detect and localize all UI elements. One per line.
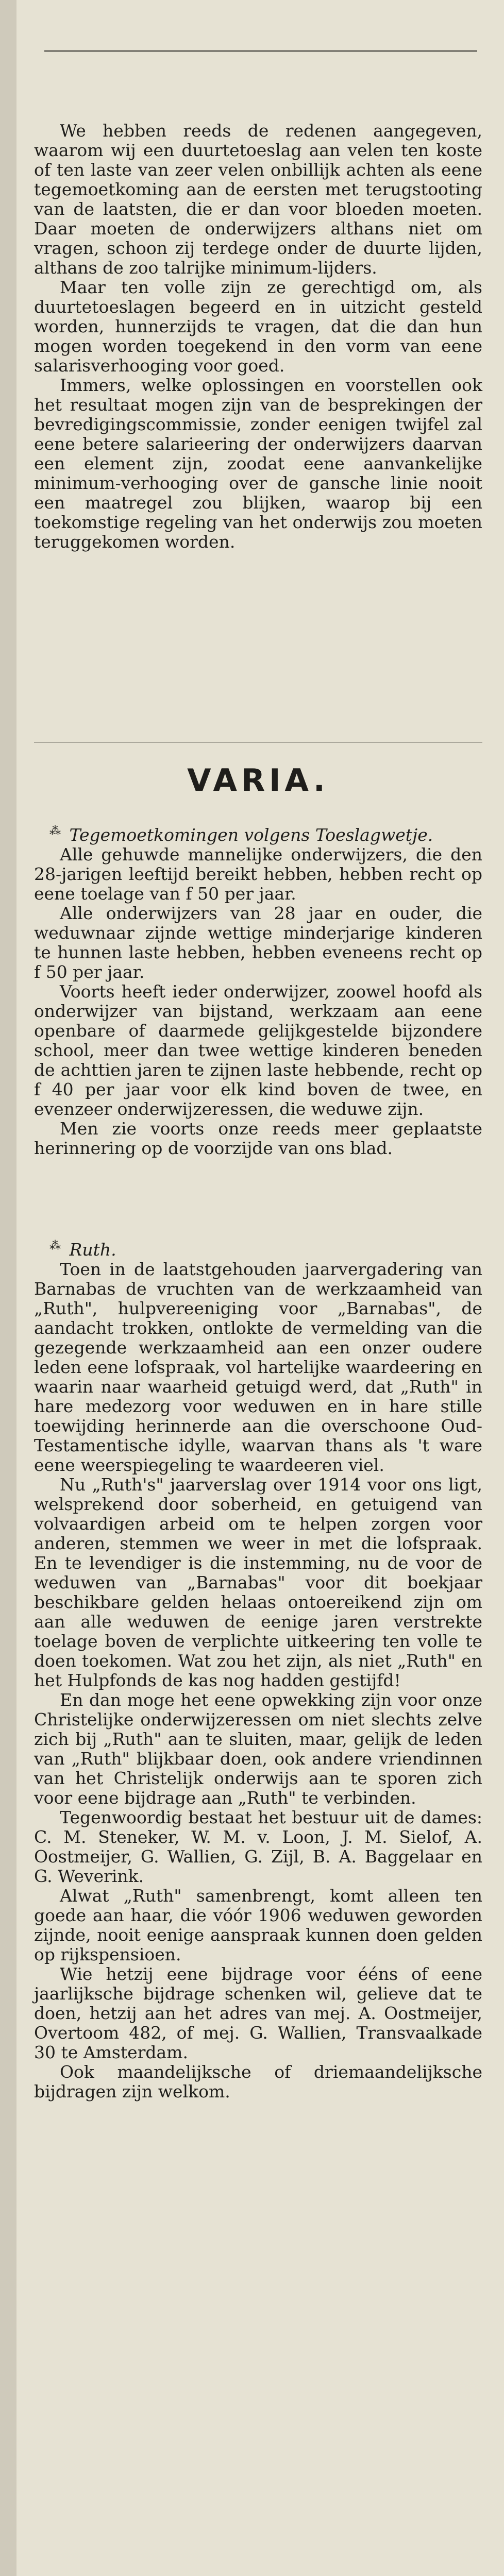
top-rule [44,50,477,52]
section-toeslag [34,822,482,1158]
section-toeslag-heading-line [34,822,482,845]
intro-paragraph-1: We hebben reeds de redenen aangegeven, waarom wij een duurtetoeslag aan velen ten koste of ten laste van zeer velen onbillijk achten als eene tegemoetkoming aan de eersten met terugstooting van de laatsten, die er dan voor bloeden moeten. Daar moeten de onderwijzers althans niet om vragen, schoon zij terdege onder de duurte lijden, althans de zoo talrijke minimum-lijders. [34,121,482,278]
section-ruth-paragraph-3: En dan moge het eene opwekking zijn voor onze Christelijke onderwijzeressen om niet slechts zelve zich bij „Ruth" aan te sluiten, maar, gelijk de leden van „Ruth" blijkbaar doen, ook andere vriendinnen van het Christelijk onderwijs aan te sporen zich voor eene bijdrage aan „Ruth" te verbinden. [34,1690,482,1808]
section-ruth-paragraph-4: Tegenwoordig bestaat het bestuur uit de dames: C. M. Steneker, W. M. v. Loon, J. M. Sielof, A. Oostmeijer, G. Wallien, G. Zijl, B. A. Baggelaar en G. Weverink. [34,1807,482,1886]
section-toeslag-paragraph-2: Alle onderwijzers van 28 jaar en ouder, die weduwnaar zijnde wettige minderjarige kinderen te hunnen laste hebben, hebben eveneens recht op f 50 per jaar. [34,903,482,982]
section-ruth-heading-line [34,1236,482,1260]
varia-title: VARIA. [187,762,329,799]
section-ruth-paragraph-5: Alwat „Ruth" samenbrengt, komt alleen ten goede aan haar, die vóór 1906 weduwen geworden zijnde, nooit eenige aanspraak kunnen doen gelden op rijkspensioen. [34,1886,482,1964]
section-ruth-paragraph-7: Ook maandelijksche of driemaandelijksche bijdragen zijn welkom. [34,2062,482,2102]
section-toeslag-paragraph-4: Men zie voorts onze reeds meer geplaatste herinnering op de voorzijde van ons blad. [34,1118,482,1158]
intro-paragraph-3: Immers, welke oplossingen en voorstellen ook het resultaat mogen zijn van de besprekingen der bevredigingscommissie, zonder eenigen twijfel zal eene betere salarieering der onderwijzers daarvan een element zijn, zoodat eene aanvankelijke minimum-verhooging over de gansche linie nooit een maatregel zou blijken, waarop bij een toekomstige regeling van het onderwijs zou moeten teruggekomen worden. [34,375,482,552]
intro-article [34,121,482,552]
section-toeslag-paragraph-3: Voorts heeft ieder onderwijzer, zoowel hoofd als onderwijzer van bijstand, werkzaam aan eene openbare of daarmede gelijkgestelde bijzondere school, meer dan twee wettige kinderen beneden de achttien jaren te zijnen laste hebbende, recht op f 40 per jaar voor elk kind boven de twee, en evenzeer onderwijzeressen, die weduwe zijn. [34,981,482,1119]
section-ruth-paragraph-2: Nu „Ruth's" jaarverslag over 1914 voor ons ligt, welsprekend door soberheid, en getuigend van volvaardigen arbeid om te helpen zorgen voor anderen, stemmen we weer in met die lofspraak. En te levendiger is die instemming, nu de voor de weduwen van „Barnabas" voor dit boekjaar beschikbare gelden helaas ontoereikend zijn om aan alle weduwen de eenige jaren verstrekte toelage boven de verplichte uitkeering ten volle te doen toekomen. Wat zou het zijn, als niet „Ruth" en het Hulpfonds de kas nog hadden gestijfd! [34,1475,482,1690]
section-ruth-paragraph-1: Toen in de laatstgehouden jaarvergadering van Barnabas de vruchten van de werkzaamheid van „Ruth", hulpvereeniging voor „Barnabas", de aandacht trokken, ontlokte de vermelding van die gezegende werkzaamheid aan een onzer oudere leden eene lofspraak, vol hartelijke waardeering en waarin naar waarheid getuigd werd, dat „Ruth" in hare medezorg voor weduwen en in hare stille toewijding herinnerde aan die overschoone Oud-Testamentische idylle, waarvan thans als 't ware eene weerspiegeling te waardeeren viel. [34,1259,482,1475]
section-ruth-paragraph-6: Wie hetzij eene bijdrage voor ééns of eene jaarlijksche bijdrage schenken wil, gelieve dat te doen, hetzij aan het adres van mej. A. Oostmeijer, Overtoom 482, of mej. G. Wallien, Transvaalkade 30 te Amsterdam. [34,1964,482,2062]
section-toeslag-paragraph-1: Alle gehuwde mannelijke onderwijzers, die den 28-jarigen leeftijd bereikt hebben, hebben recht op eene toelage van f 50 per jaar. [34,844,482,904]
asterism-icon: ⁂ [49,825,61,838]
section-toeslag-heading: Tegemoetkomingen volgens Toeslagwetje. [69,825,433,845]
section-ruth-heading: Ruth. [69,1240,116,1260]
asterism-icon: ⁂ [49,1240,61,1252]
intro-paragraph-2: Maar ten volle zijn ze gerechtigd om, als duurtetoeslagen begeerd en in uitzicht gesteld worden, hunnerzijds te vragen, dat die dan hun mogen worden toegekend in den vorm van eene salarisverhooging voor goed. [34,277,482,376]
section-ruth [34,1236,482,2102]
text-column [34,0,482,2576]
